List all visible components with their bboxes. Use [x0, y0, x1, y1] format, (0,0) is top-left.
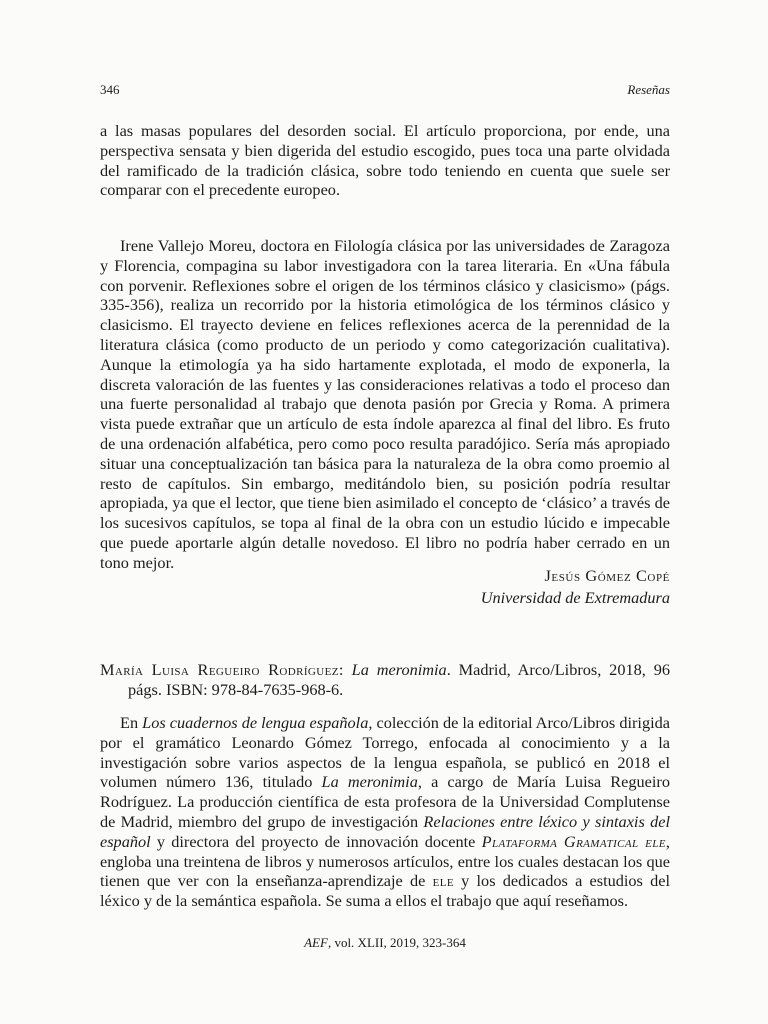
text-segment: , a cargo de María Luisa Regueiro Rodríguez. La producción científica de esta profesora de la Universidad Complutense de Madrid, miembro del grupo de investigación: [100, 772, 670, 831]
document-page: [100, 0, 670, 1024]
review-paragraph: [100, 713, 670, 911]
project-name: Plataforma Gramatical ele: [481, 831, 666, 851]
reviewer-name: Jesús Gómez Copé: [544, 566, 670, 585]
review-paragraph-continued: a las masas populares del desorden social. El artículo proporciona, por ende, una perspectiva sensata y bien digerida del estudio escogido, pues toca una parte olvidada del ramificado de la tradición clásica, sobre todo teniendo en cuenta que suele ser comparar con el precedente europeo.: [100, 121, 670, 200]
review-paragraph: Irene Vallejo Moreu, doctora en Filología clásica por las universidades de Zaragoza y Florencia, compagina su labor investigadora con la tarea literaria. En «Una fábula con porvenir. Reflexiones sobre el origen de los términos clásico y clasicismo» (págs. 335-356), realiza un recorrido por la historia etimológica de los términos clásico y clasicismo. El trayecto deviene en felices reflexiones acerca de la perennidad de la literatura clásica (como producto de un periodo y como categorización cualitativa). Aunque la etimología ya ha sido hartamente explotada, el modo de exponerla, la discreta valoración de las fuentes y las consideraciones relativas a todo el proceso dan una fuerte personalidad al trabajo que denota pasión por Grecia y Roma. A primera vista puede extrañar que un artículo de esta índole aparezca al final del libro. Es fruto de una ordenación alfabética, pero como poco resulta paradójico. Sería más apropiado situar una conceptualización tan básica para la naturaleza de la obra como proemio al resto de capítulos. Sin embargo, meditándolo bien, su posición podría resultar apropiada, ya que el lector, que tiene bien asimilado el concepto de ‘clásico’ a través de los sucesivos capítulos, se topa al final de la obra con un estudio lúcido e impecable que puede aportarle algún detalle novedoso. El libro no podría haber cerrado en un tono mejor.: [100, 236, 670, 572]
book-title: La meronimia: [351, 660, 447, 679]
text-segment: , colección de la editorial Arco/Libros dirigida por el gramático Leonardo Gómez Torrego, enfocada al conocimiento y a la investigación sobre varios aspectos de la lengua española, se publicó en 2018 el volumen número 136, titulado: [100, 713, 670, 792]
section-title: Reseñas: [627, 82, 670, 97]
series-title: Los cuadernos de lengua española: [142, 713, 369, 732]
text-segment: y los dedicados a estudios del léxico y de la semántica española. Se suma a ellos el trabajo que aquí reseñamos.: [100, 871, 671, 911]
journal-details: , vol. XLII, 2019, 323-364: [327, 935, 466, 950]
book-author: María Luisa Regueiro Rodríguez:: [100, 660, 344, 679]
book-details: . Madrid, Arco/Libros, 2018, 96 págs. ISBN: 978-84-7635-968-6.: [128, 660, 670, 699]
bibliographic-entry: [100, 660, 670, 700]
text-segment: , engloba una treintena de libros y numerosos artículos, entre los cuales destacan los que tienen que ver con la enseñanza-aprendizaje de: [100, 831, 670, 891]
research-group-name: Relaciones entre léxico y sintaxis del español: [100, 811, 670, 851]
page-number: 346: [100, 82, 120, 97]
text-segment: y directora del proyecto de innovación docente: [150, 831, 482, 851]
text-segment: En: [120, 713, 143, 732]
review-signature: [481, 565, 670, 609]
reviewer-affiliation: Universidad de Extremadura: [480, 588, 670, 607]
page-footer: [100, 935, 670, 951]
acronym: ele: [432, 871, 454, 891]
volume-title: La meronimia: [321, 772, 418, 792]
journal-abbrev: AEF: [304, 935, 328, 950]
